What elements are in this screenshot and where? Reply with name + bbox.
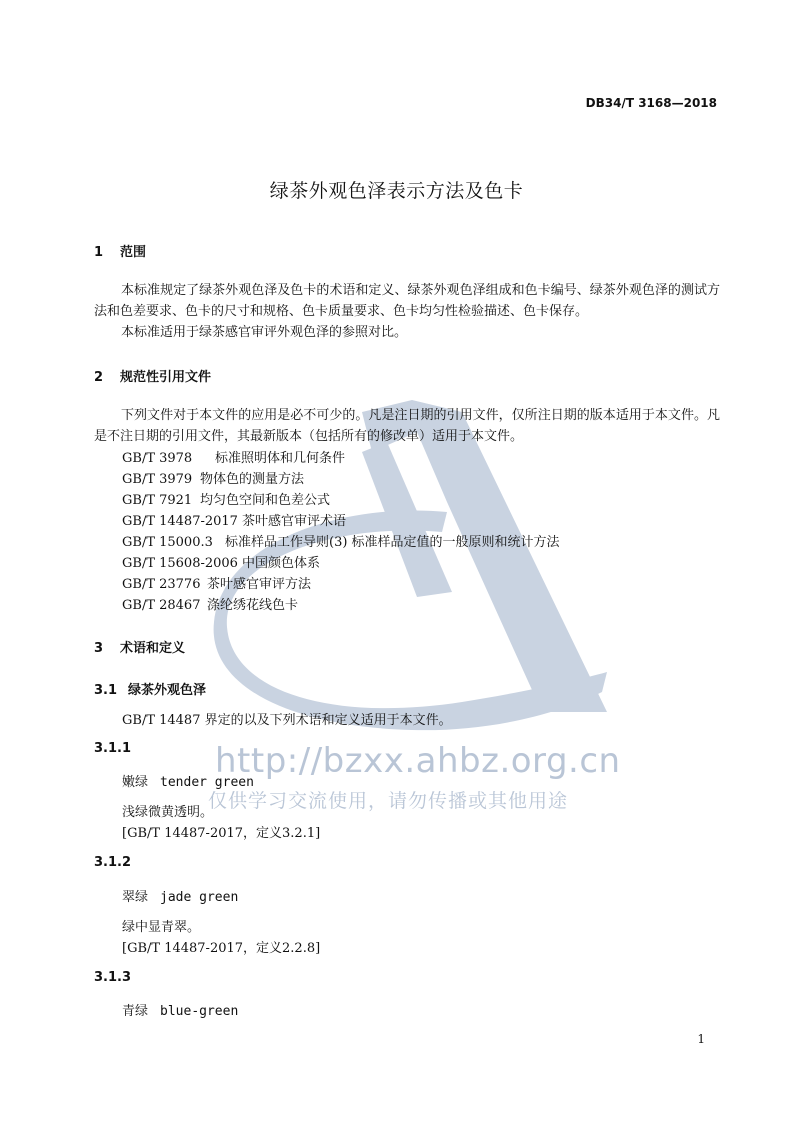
term-definition: 浅绿微黄透明。 [122, 805, 214, 820]
reference-code: GB/T 3979 [122, 472, 193, 487]
section-number: 3.1 [94, 683, 118, 698]
section-title: 绿茶外观色泽 [128, 683, 207, 698]
terms-intro: GB/T 14487 界定的以及下列术语和定义适用于本文件。 [122, 713, 452, 728]
reference-item [122, 531, 560, 550]
reference-item [122, 510, 346, 529]
section-3-heading [94, 637, 185, 656]
term-entry [122, 1000, 238, 1019]
section-title: 范围 [120, 245, 147, 260]
reference-title: 涤纶绣花线色卡 [207, 598, 299, 613]
standard-code: DB34/T 3168—2018 [585, 96, 717, 110]
reference-code: GB/T 15000.3 [122, 535, 213, 550]
watermark-note: 仅供学习交流使用，请勿传播或其他用途 [208, 790, 569, 812]
reference-code: GB/T 3978 [122, 451, 193, 466]
reference-code: GB/T 23776 [122, 577, 201, 592]
scope-paragraph-1: 本标准规定了绿茶外观色泽及色卡的术语和定义、绿茶外观色泽组成和色卡编号、绿茶外观色泽的测试方法和色差要求、色卡的尺寸和规格、色卡质量要求、色卡均匀性检验描述、色卡保存。 [94, 283, 720, 319]
reference-code: GB/T 28467 [122, 598, 201, 613]
reference-title: 均匀色空间和色差公式 [200, 493, 331, 508]
term-chinese: 青绿 [122, 1004, 149, 1019]
reference-item [122, 594, 298, 613]
scope-paragraph-2: 本标准适用于绿茶感官审评外观色泽的参照对比。 [121, 325, 408, 340]
term-english: jade green [160, 890, 239, 905]
reference-title: 茶叶感官审评术语 [242, 514, 347, 529]
reference-item [122, 573, 311, 592]
reference-item [122, 489, 330, 508]
term-number: 3.1.1 [94, 741, 132, 756]
watermark-url: http://bzxx.ahbz.org.cn [215, 741, 621, 781]
term-chinese: 嫩绿 [122, 775, 149, 790]
section-title: 术语和定义 [120, 641, 186, 656]
reference-code: GB/T 7921 [122, 493, 193, 508]
document-title: 绿茶外观色泽表示方法及色卡 [269, 180, 524, 202]
term-chinese: 翠绿 [122, 890, 149, 905]
reference-item [122, 552, 320, 571]
term-definition: 绿中显青翠。 [122, 920, 201, 935]
reference-title: 茶叶感官审评方法 [207, 577, 312, 592]
reference-item [122, 447, 345, 466]
reference-title: 标准样品工作导则(3) 标准样品定值的一般原则和统计方法 [225, 535, 560, 550]
term-number: 3.1.2 [94, 855, 132, 870]
section-2-heading [94, 366, 211, 385]
term-entry [122, 771, 254, 790]
section-number: 3 [94, 641, 104, 656]
term-source: [GB/T 14487-2017，定义3.2.1] [122, 826, 321, 841]
term-entry [122, 886, 238, 905]
section-number: 1 [94, 245, 104, 260]
section-title: 规范性引用文件 [120, 370, 212, 385]
page-number: 1 [697, 1032, 705, 1046]
reference-title: 中国颜色体系 [242, 556, 321, 571]
reference-item [122, 468, 304, 487]
term-number: 3.1.3 [94, 970, 132, 985]
reference-title: 物体色的测量方法 [200, 472, 305, 487]
normative-references-intro: 下列文件对于本文件的应用是必不可少的。凡是注日期的引用文件，仅所注日期的版本适用于本文件。凡是不注日期的引用文件，其最新版本（包括所有的修改单）适用于本文件。 [94, 408, 720, 444]
section-number: 2 [94, 370, 104, 385]
section-1-heading [94, 241, 146, 260]
reference-title: 标准照明体和几何条件 [215, 451, 346, 466]
reference-code: GB/T 15608-2006 [122, 556, 238, 571]
reference-code: GB/T 14487-2017 [122, 514, 238, 529]
term-english: blue-green [160, 1004, 239, 1019]
section-3-1-heading [94, 679, 206, 698]
term-english: tender green [160, 775, 254, 790]
term-source: [GB/T 14487-2017，定义2.2.8] [122, 941, 321, 956]
